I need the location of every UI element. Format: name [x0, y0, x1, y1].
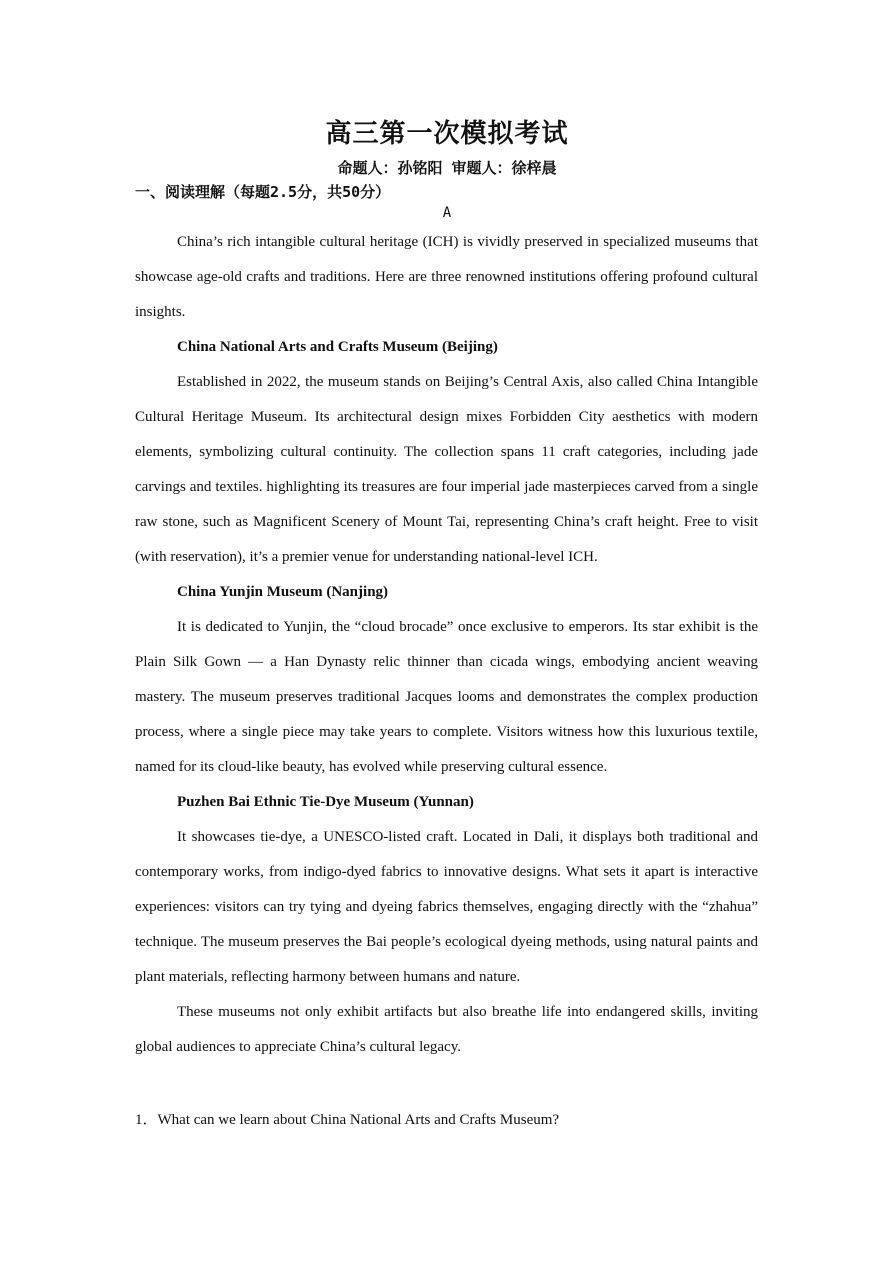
passage-conclusion: These museums not only exhibit artifacts but also breathe life into endangered skills, inviting global audiences to appreciate China’s cultural legacy. — [135, 1004, 758, 1055]
museum-heading: Puzhen Bai Ethnic Tie-Dye Museum (Yunnan) — [177, 794, 474, 810]
passage-label: A — [442, 205, 452, 221]
question-1: 1．What can we learn about China National Arts and Crafts Museum? — [135, 1112, 560, 1128]
museum-heading: China National Arts and Crafts Museum (Beijing) — [177, 339, 498, 355]
museum-paragraph: It showcases tie-dye, a UNESCO-listed craft. Located in Dali, it displays both traditional and contemporary works, from indigo-dyed fabrics to innovative designs. What sets it apart is interactive experiences: visitors can try tying and dyeing fabrics themselves, engaging directly with the “zhahua” technique. The museum preserves the Bai people’s ecological dyeing methods, using natural paints and plant materials, reflecting harmony between humans and nature. — [135, 829, 758, 985]
museum-paragraph: It is dedicated to Yunjin, the “cloud brocade” once exclusive to emperors. Its star exhibit is the Plain Silk Gown — a Han Dynasty relic thinner than cicada wings, embodying ancient weaving mastery. The museum preserves traditional Jacques looms and demonstrates the complex production process, where a single piece may take years to complete. Visitors witness how this luxurious textile, named for its cloud-like beauty, has evolved while preserving cultural essence. — [135, 619, 758, 775]
exam-title: 高三第一次模拟考试 — [325, 119, 569, 148]
section-title: 一、阅读理解（每题2.5分，共50分） — [135, 183, 391, 201]
passage-intro: China’s rich intangible cultural heritage (ICH) is vividly preserved in specialized museums that showcase age-old crafts and traditions. Here are three renowned institutions offering profound cultural insights. — [135, 234, 758, 320]
museum-paragraph: Established in 2022, the museum stands on Beijing’s Central Axis, also called China Intangible Cultural Heritage Museum. Its architectural design mixes Forbidden City aesthetics with modern elements, symbolizing cultural continuity. The collection spans 11 craft categories, including jade carvings and textiles. highlighting its treasures are four imperial jade masterpieces carved from a single raw stone, such as Magnificent Scenery of Mount Tai, representing China’s craft height. Free to visit (with reservation), it’s a premier venue for understanding national-level ICH. — [135, 374, 758, 565]
reading-passage — [135, 225, 758, 1065]
museum-heading: China Yunjin Museum (Nanjing) — [177, 584, 389, 600]
author-line: 命题人：孙铭阳 审题人：徐梓晨 — [337, 159, 557, 177]
